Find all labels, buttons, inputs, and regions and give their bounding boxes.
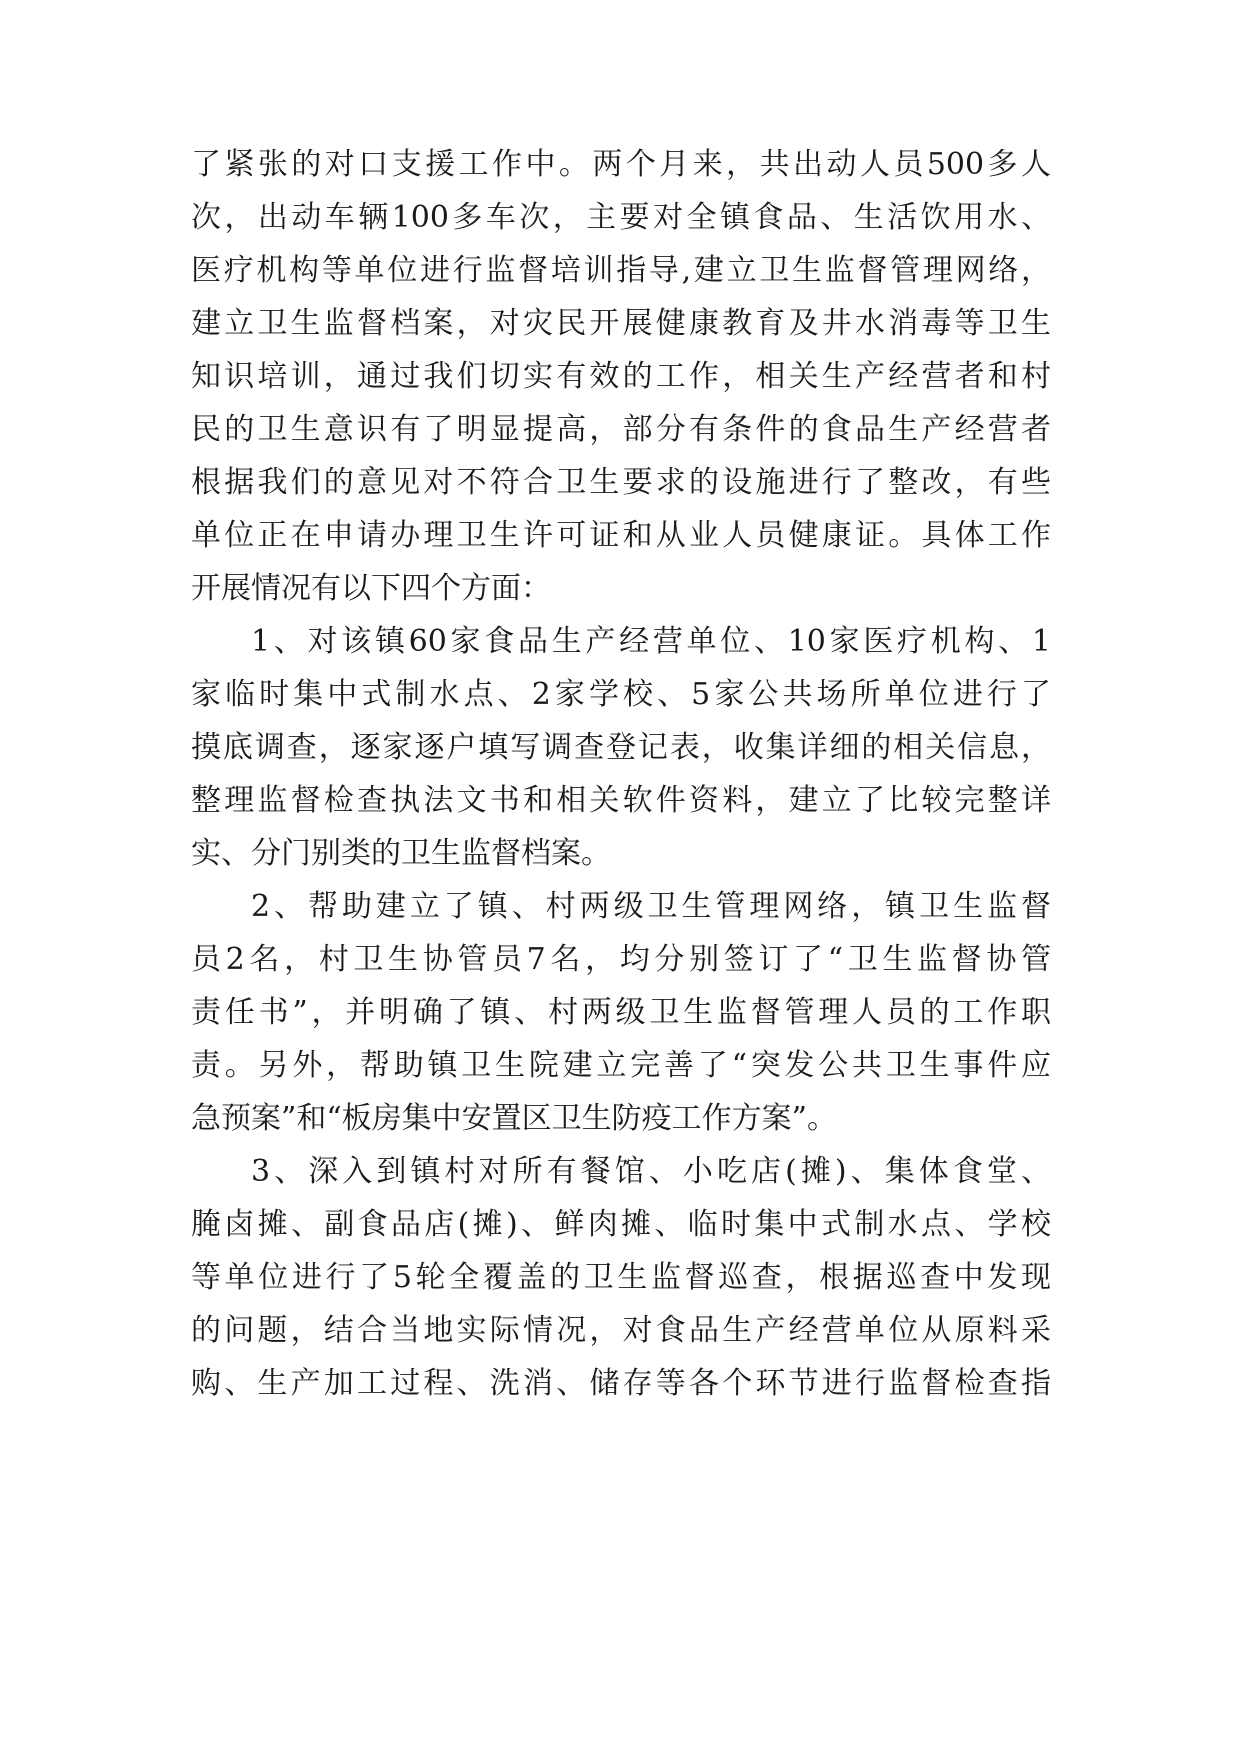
text-line: 开展情况有以下四个方面： [191, 571, 551, 606]
text-line: 建立卫生监督档案，对灾民开展健康教育及井水消毒等卫生 [191, 306, 1051, 341]
text-line: 购、生产加工过程、洗消、储存等各个环节进行监督检查指 [191, 1366, 1051, 1401]
text-line: 医疗机构等单位进行监督培训指导,建立卫生监督管理网络， [191, 253, 1051, 288]
text-line: 的问题，结合当地实际情况，对食品生产经营单位从原料采 [191, 1313, 1051, 1348]
text-line: 急预案”和“板房集中安置区卫生防疫工作方案”。 [191, 1101, 838, 1136]
text-line: 知识培训，通过我们切实有效的工作，相关生产经营者和村 [191, 359, 1051, 394]
paragraph-1-start: 1、对该镇60家食品生产经营单位、10家医疗机构、1 [251, 624, 1051, 659]
text-line: 责。另外，帮助镇卫生院建立完善了“突发公共卫生事件应 [191, 1048, 1051, 1083]
text-line: 员2名，村卫生协管员7名，均分别签订了“卫生监督协管 [191, 942, 1051, 977]
text-line: 根据我们的意见对不符合卫生要求的设施进行了整改，有些 [191, 465, 1051, 500]
paragraph-3-start: 3、深入到镇村对所有餐馆、小吃店(摊)、集体食堂、 [251, 1154, 1051, 1189]
text-line: 单位正在申请办理卫生许可证和从业人员健康证。具体工作 [191, 518, 1051, 553]
text-line: 了紧张的对口支援工作中。两个月来，共出动人员500多人 [191, 147, 1051, 182]
text-line: 摸底调查，逐家逐户填写调查登记表，收集详细的相关信息， [191, 730, 1051, 765]
text-line: 等单位进行了5轮全覆盖的卫生监督巡查，根据巡查中发现 [191, 1260, 1051, 1295]
text-line: 家临时集中式制水点、2家学校、5家公共场所单位进行了 [191, 677, 1051, 712]
text-line: 整理监督检查执法文书和相关软件资料，建立了比较完整详 [191, 783, 1051, 818]
text-line: 次，出动车辆100多车次，主要对全镇食品、生活饮用水、 [191, 200, 1051, 235]
paragraph-2-start: 2、帮助建立了镇、村两级卫生管理网络，镇卫生监督 [251, 889, 1051, 924]
text-line: 腌卤摊、副食品店(摊)、鲜肉摊、临时集中式制水点、学校 [191, 1207, 1051, 1242]
text-line: 民的卫生意识有了明显提高，部分有条件的食品生产经营者 [191, 412, 1051, 447]
text-line: 实、分门别类的卫生监督档案。 [191, 836, 611, 871]
text-line: 责任书”，并明确了镇、村两级卫生监督管理人员的工作职 [191, 995, 1051, 1030]
